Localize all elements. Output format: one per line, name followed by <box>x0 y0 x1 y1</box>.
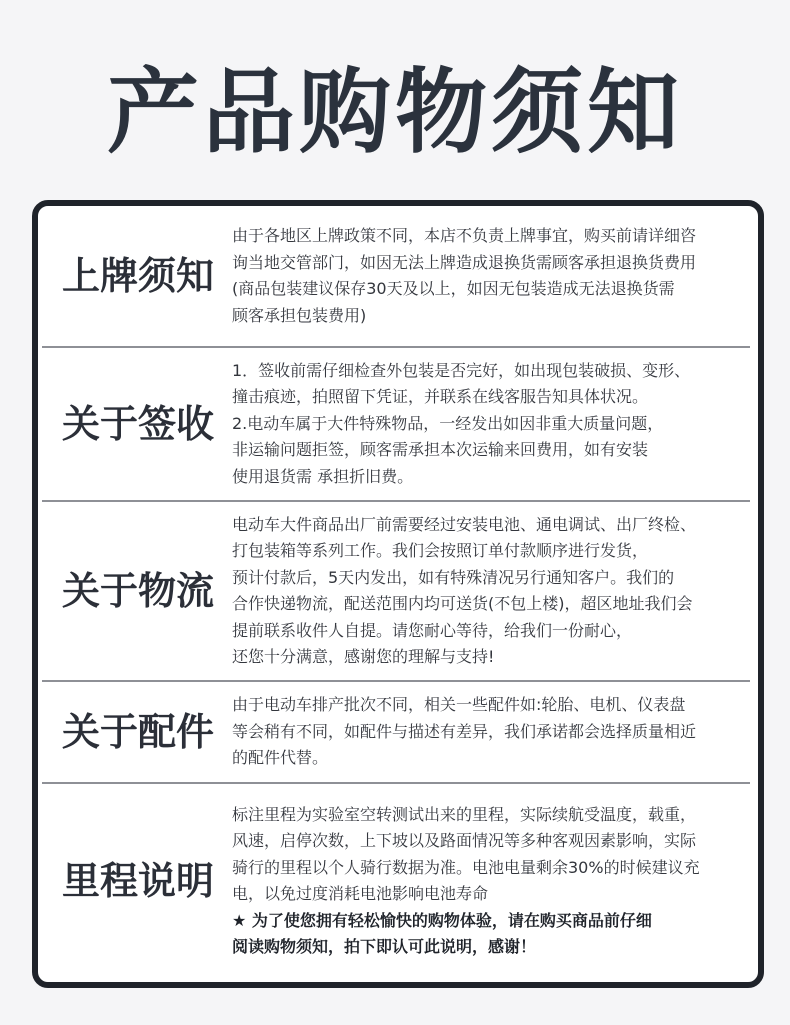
section-heading: 关于物流 <box>61 569 214 613</box>
notice-panel <box>32 200 764 988</box>
section-plate-registration <box>38 206 758 346</box>
section-accessories <box>38 682 758 782</box>
section-heading: 里程说明 <box>61 859 214 903</box>
section-logistics <box>38 502 758 680</box>
section-body: 电动车大件商品出厂前需要经过安装电池、通电调试、出厂终检、 打包装箱等系列工作。我们会按照订单付款顺序进行发货， 预计付款后，5天内发出，如有特殊清况另行通知客户。我们的 合作快递物流，配送范围内均可送货(不包上楼)，超区地址我们会 提前联系收件人自提。请您耐心等待，给我们一份耐心， 还您十分满意，感谢您的理解与支持! <box>232 514 697 666</box>
section-heading: 关于签收 <box>61 402 214 446</box>
section-heading: 关于配件 <box>61 710 214 754</box>
section-body: 1．签收前需仔细检查外包装是否完好，如出现包装破损、变形、 撞击痕迹，拍照留下凭证，并联系在线客服告知具体状况。 2.电动车属于大件特殊物品，一经发出如因非重大质量问题， 非运输问题拒签，顾客需承担本次运输来回费用，如有安装 使用退货需 承担折旧费。 <box>232 360 691 486</box>
section-body-wrapper <box>232 775 758 987</box>
section-heading: 上牌须知 <box>61 254 214 298</box>
section-mileage <box>38 784 758 978</box>
section-delivery-receipt <box>38 348 758 500</box>
purchase-note: ★ 为了使您拥有轻松愉快的购物体验，请在购买商品前仔细 阅读购物须知，拍下即认可此说明，感谢！ <box>232 910 652 956</box>
section-body: 标注里程为实验室空转测试出来的里程，实际续航受温度，载重， 风速，启停次数，上下坡以及路面情况等多种客观因素影响，实际 骑行的里程以个人骑行数据为准。电池电量剩余30%的时候建议充 电，以免过度消耗电池影响电池寿命 <box>232 804 700 903</box>
section-body: 由于各地区上牌政策不同，本店不负责上牌事宜，购买前请详细咨 询当地交管部门，如因无法上牌造成退换货需顾客承担退换货费用 (商品包装建议保存30天及以上，如因无包装造成无法退换货需 顾客承担包装费用) <box>232 226 697 325</box>
page-title: 产品购物须知 <box>106 59 683 166</box>
section-body: 由于电动车排产批次不同，相关一些配件如:轮胎、电机、仪表盘 等会稍有不同，如配件与描述有差异，我们承诺都会选择质量相近 的配件代替。 <box>232 695 697 768</box>
